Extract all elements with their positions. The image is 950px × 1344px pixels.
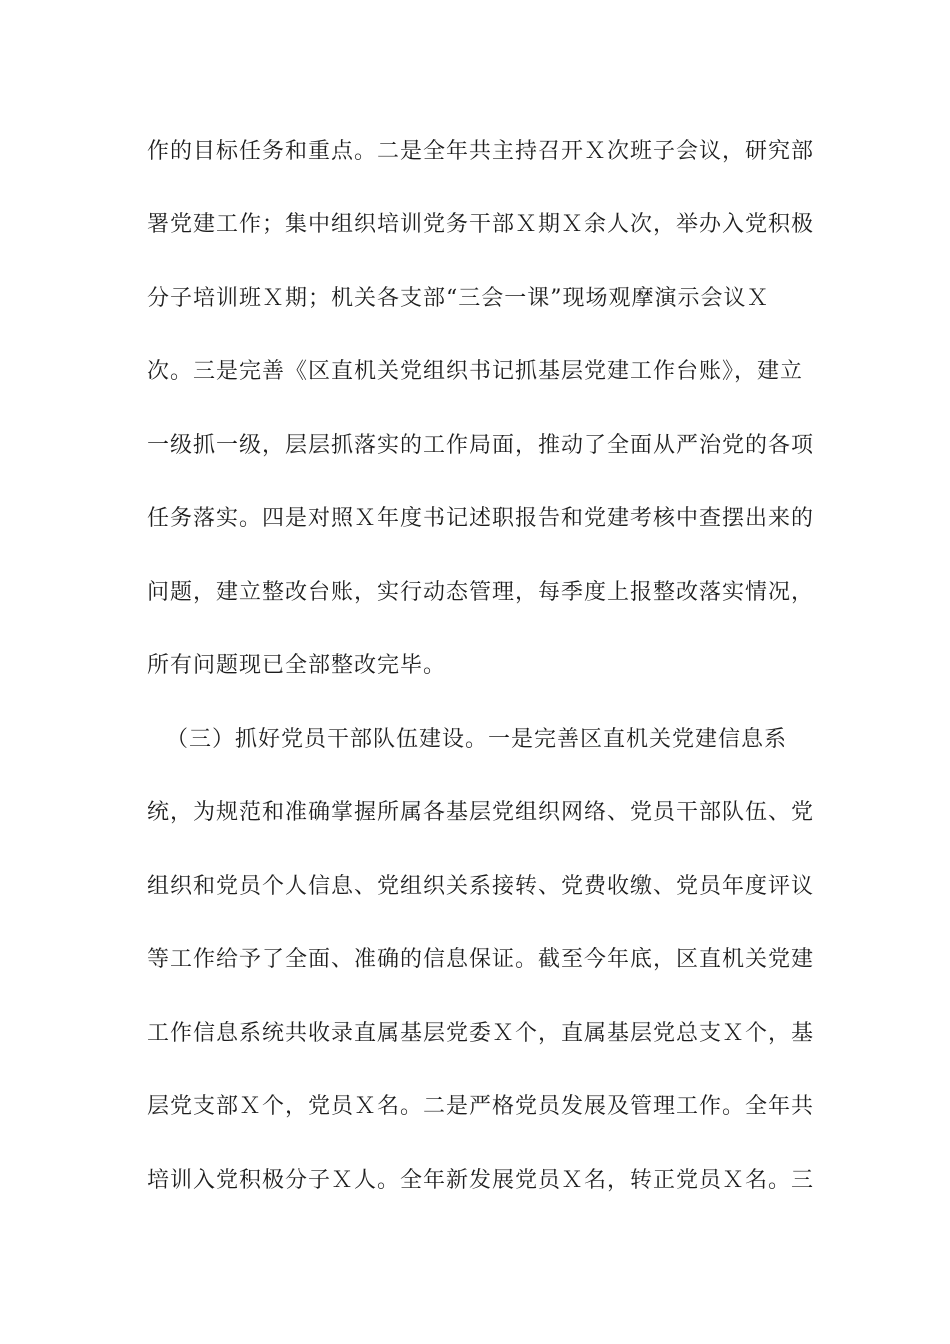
text-line: 组织和党员个人信息、党组织关系接转、党费收缴、党员年度评议 xyxy=(147,874,815,899)
text-line: 署党建工作；集中组织培训党务干部Ｘ期Ｘ余人次，举办入党积极 xyxy=(147,212,815,237)
text-line: 一级抓一级，层层抓落实的工作局面，推动了全面从严治党的各项 xyxy=(147,433,815,458)
text-line: 所有问题现已全部整改完毕。 xyxy=(147,653,447,678)
text-line: 问题，建立整改台账，实行动态管理，每季度上报整改落实情况， xyxy=(147,580,815,605)
text-line: 任务落实。四是对照Ｘ年度书记述职报告和党建考核中查摆出来的 xyxy=(147,506,815,531)
text-line: 层党支部Ｘ个，党员Ｘ名。二是严格党员发展及管理工作。全年共 xyxy=(147,1094,815,1119)
text-line: 统，为规范和准确掌握所属各基层党组织网络、党员干部队伍、党 xyxy=(147,800,815,825)
text-line: 分子培训班Ｘ期；机关各支部“三会一课”现场观摩演示会议Ｘ xyxy=(147,286,770,311)
text-line: 培训入党积极分子Ｘ人。全年新发展党员Ｘ名，转正党员Ｘ名。三 xyxy=(147,1168,815,1193)
section-heading-line: （三）抓好党员干部队伍建设。一是完善区直机关党建信息系 xyxy=(166,727,788,752)
text-line: 次。三是完善《区直机关党组织书记抓基层党建工作台账》，建立 xyxy=(147,359,804,384)
text-line: 工作信息系统共收录直属基层党委Ｘ个，直属基层党总支Ｘ个，基 xyxy=(147,1021,815,1046)
text-line: 作的目标任务和重点。二是全年共主持召开Ｘ次班子会议，研究部 xyxy=(147,139,815,164)
text-line: 等工作给予了全面、准确的信息保证。截至今年底，区直机关党建 xyxy=(147,947,815,972)
